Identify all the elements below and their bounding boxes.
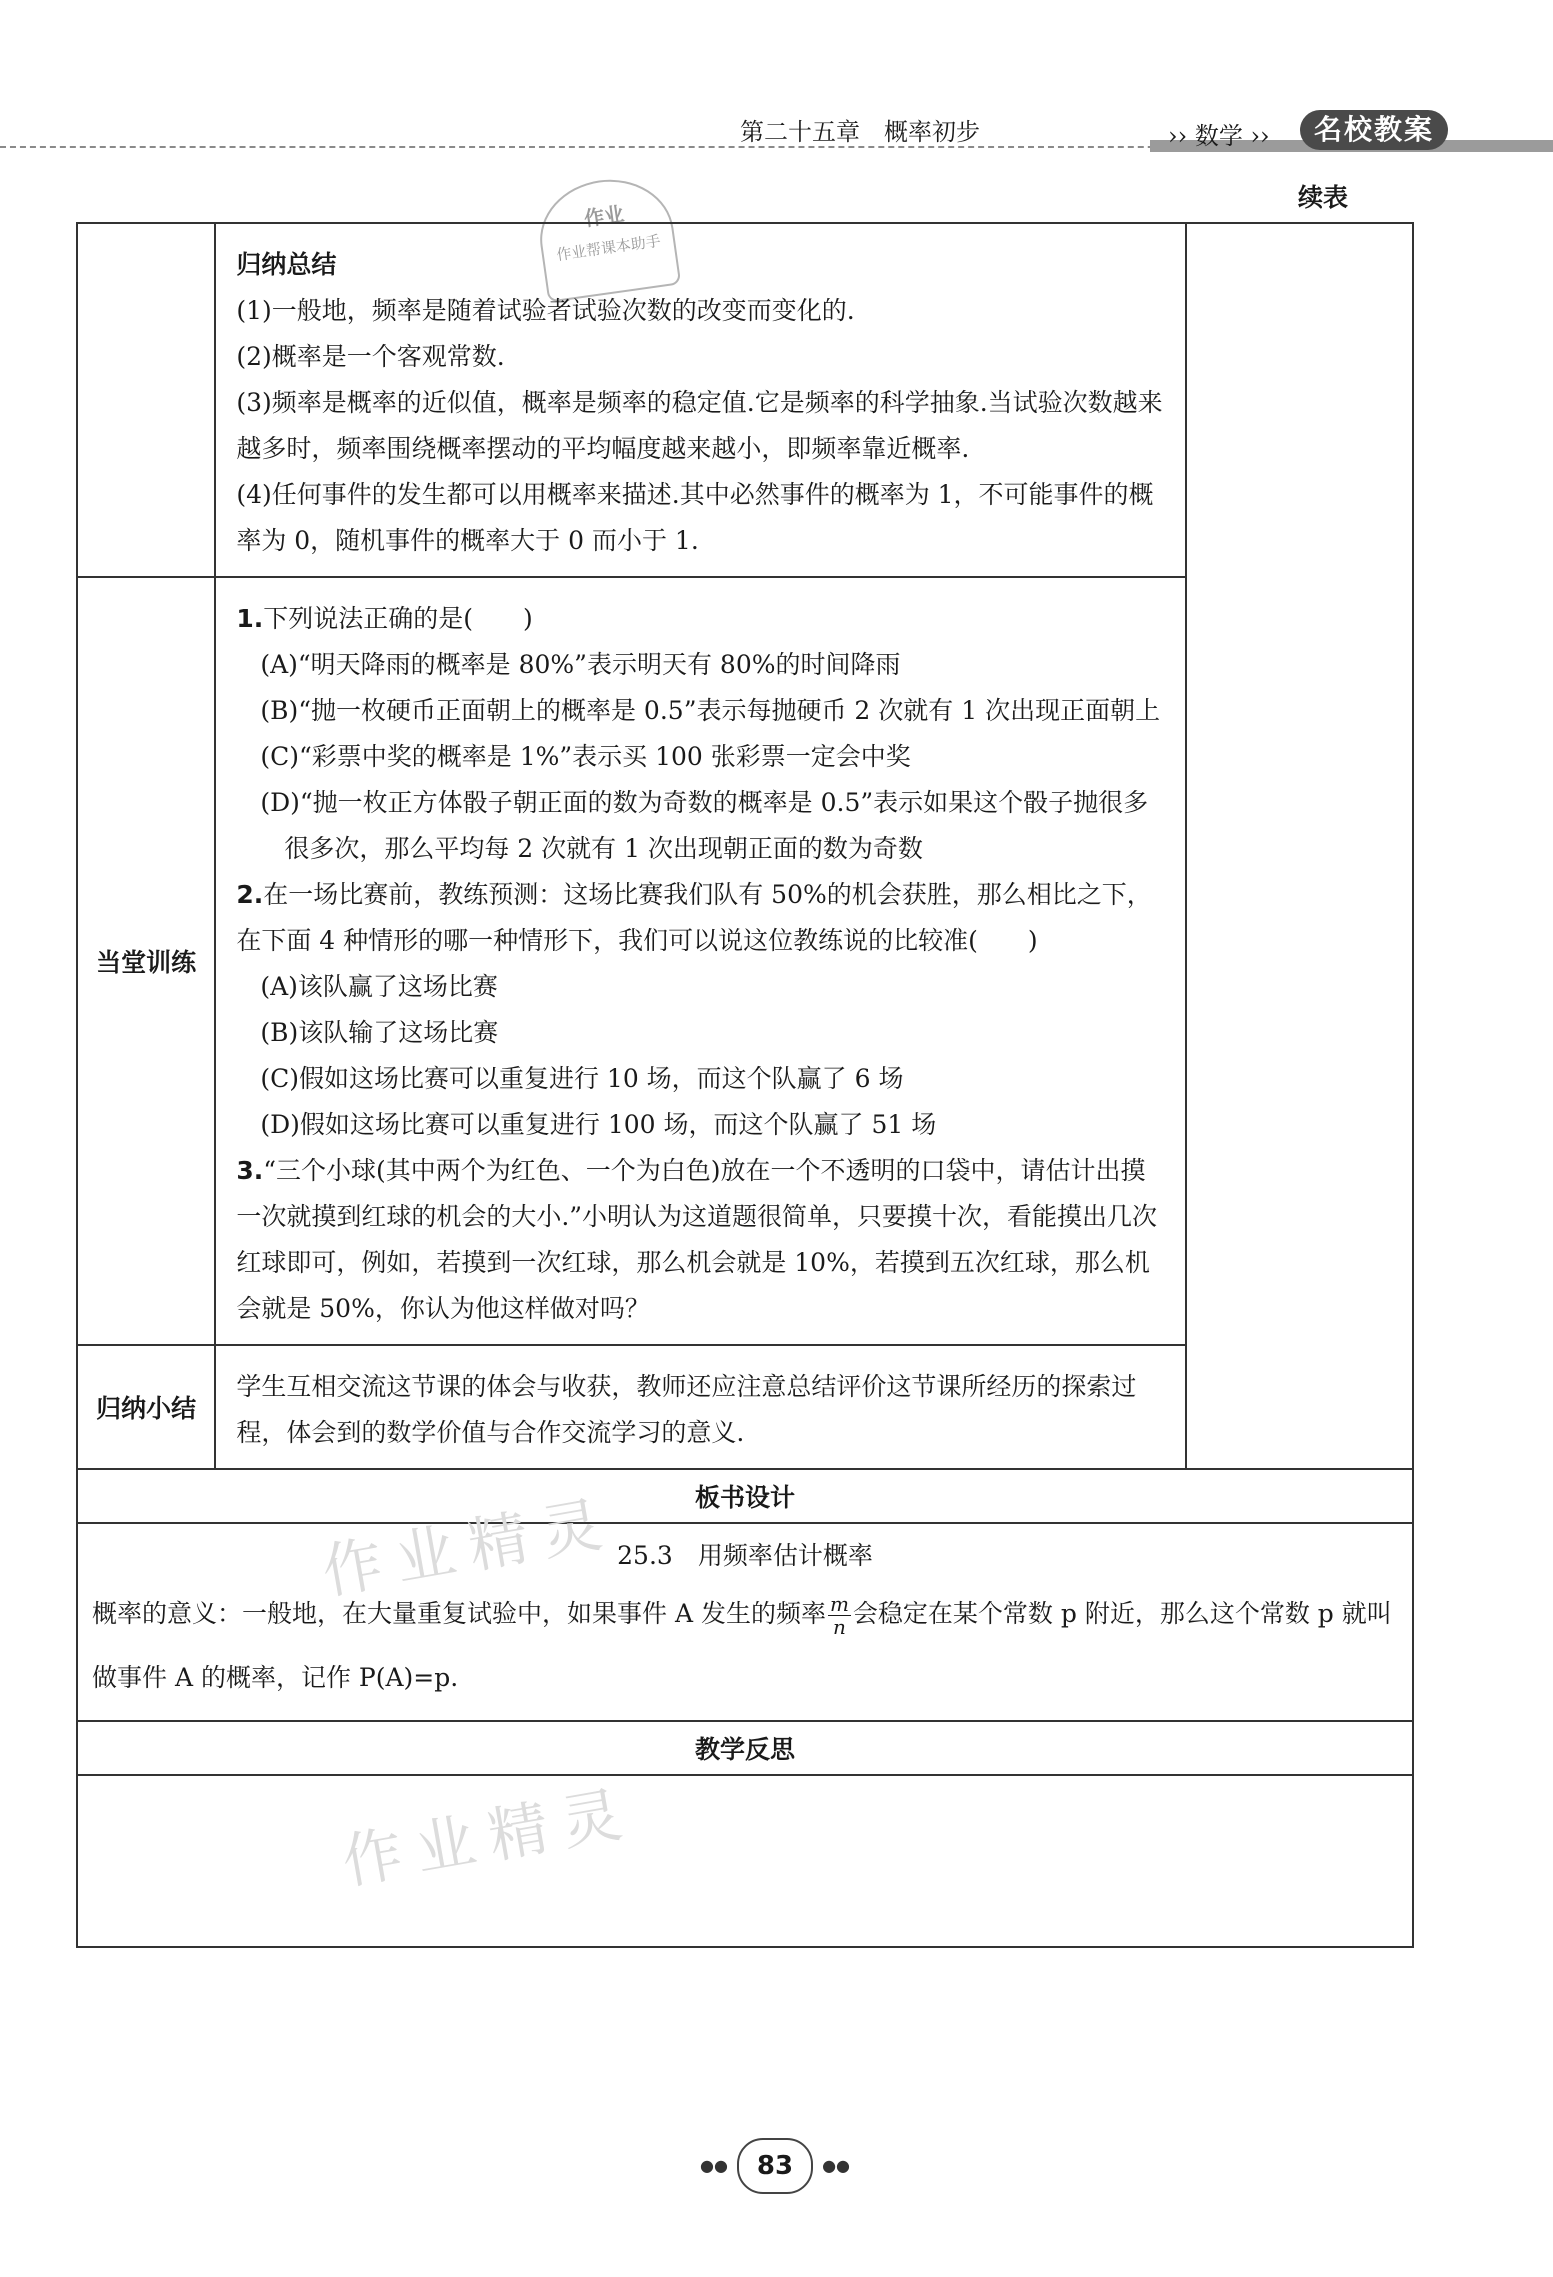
training-content (215, 577, 1186, 1345)
summary-item-4: (4)任何事件的发生都可以用概率来描述.其中必然事件的概率为 1，不可能事件的概率为 0，随机事件的概率大于 0 而小于 1. (236, 480, 1154, 555)
q2-stem: 在一场比赛前，教练预测：这场比赛我们队有 50%的机会获胜，那么相比之下，在下面 4 种情形的哪一种情形下，我们可以说这位教练说的比较准( ) (236, 880, 1152, 955)
stamp-line2: 作业帮课本助手 (555, 231, 662, 265)
reflection-heading: 教学反思 (77, 1721, 1413, 1775)
summary-row (77, 223, 1413, 577)
reflection-content-row (77, 1775, 1413, 1947)
page-footer (700, 2138, 850, 2194)
lesson-table (76, 222, 1414, 1948)
subject-label: ›› 数学 ›› (1168, 122, 1270, 150)
board-content-row (77, 1523, 1413, 1721)
page-number: 83 (737, 2138, 813, 2194)
q3-number: 3. (236, 1156, 264, 1185)
watermark-1: 作业精灵 (317, 1487, 621, 1609)
summary-content (215, 223, 1186, 577)
board-title: 25.3 用频率估计概率 (617, 1541, 873, 1570)
fraction-denominator: n (832, 1615, 846, 1639)
board-text-after: 会稳定在某个常数 p 附近，那么这个常数 p 就叫做事件 A 的概率，记作 P(A)=p. (92, 1599, 1392, 1692)
right-dots-icon: ●● (822, 2156, 850, 2175)
q2-option-c: (C)假如这场比赛可以重复进行 10 场，而这个队赢了 6 场 (260, 1064, 904, 1093)
side-blank-column (1186, 223, 1413, 1469)
stamp-line1: 作业 (582, 201, 626, 231)
board-body (78, 1576, 1412, 1720)
q2-number: 2. (236, 880, 264, 909)
summary-title: 归纳总结 (236, 250, 337, 279)
q2-option-b: (B)该队输了这场比赛 (260, 1018, 499, 1047)
board-content (77, 1523, 1413, 1721)
reflection-heading-row (77, 1721, 1413, 1775)
summary-label-cell (77, 223, 215, 577)
q1-number: 1. (236, 604, 264, 633)
board-heading-row (77, 1469, 1413, 1523)
board-text-before: 概率的意义：一般地，在大量重复试验中，如果事件 A 发生的频率 (92, 1599, 826, 1628)
q2-option-d: (D)假如这场比赛可以重复进行 100 场，而这个队赢了 51 场 (260, 1110, 937, 1139)
fraction-numerator: m (829, 1592, 849, 1616)
q1-option-c: (C)“彩票中奖的概率是 1%”表示买 100 张彩票一定会中奖 (260, 742, 911, 771)
question-1 (236, 596, 1165, 642)
reflection-blank-area (77, 1775, 1413, 1947)
brand-logo: 名校教案 (1300, 110, 1448, 150)
q1-option-b: (B)“抛一枚硬币正面朝上的概率是 0.5”表示每抛硬币 2 次就有 1 次出现正面朝上 (260, 696, 1161, 725)
q1-option-a: (A)“明天降雨的概率是 80%”表示明天有 80%的时间降雨 (260, 650, 901, 679)
q3-stem: “三个小球(其中两个为红色、一个为白色)放在一个不透明的口袋中，请估计出摸一次就摸到红球的机会的大小.”小明认为这道题很简单，只要摸十次，看能摸出几次红球即可，例如，若摸到一次红球，那么机会就是 10%，若摸到五次红球，那么机会就是 50%，你认为他这样做对吗？ (236, 1156, 1158, 1323)
board-heading: 板书设计 (77, 1469, 1413, 1523)
q1-stem: 下列说法正确的是( ) (263, 604, 533, 633)
question-3 (236, 1148, 1165, 1332)
question-2 (236, 872, 1165, 964)
chapter-title: 第二十五章 概率初步 (740, 118, 980, 146)
training-label: 当堂训练 (77, 577, 215, 1345)
summary-item-3: (3)频率是概率的近似值，概率是频率的稳定值.它是频率的科学抽象.当试验次数越来越多时，频率围绕概率摆动的平均幅度越来越小，即频率靠近概率. (236, 388, 1163, 463)
frequency-fraction (828, 1593, 851, 1638)
q1-option-d: (D)“抛一枚正方体骰子朝正面的数为奇数的概率是 0.5”表示如果这个骰子抛很多很多次，那么平均每 2 次就有 1 次出现朝正面的数为奇数 (260, 788, 1149, 863)
conclusion-text: 学生互相交流这节课的体会与收获，教师还应注意总结评价这节课所经历的探索过程，体会到的数学价值与合作交流学习的意义. (215, 1345, 1186, 1469)
watermark-2: 作业精灵 (337, 1777, 641, 1899)
continued-label: 续表 (1298, 183, 1349, 212)
q2-option-a: (A)该队赢了这场比赛 (260, 972, 498, 1001)
conclusion-label: 归纳小结 (77, 1345, 215, 1469)
summary-item-1: (1)一般地，频率是随着试验者试验次数的改变而变化的. (236, 296, 855, 325)
left-dots-icon: ●● (700, 2156, 728, 2175)
summary-item-2: (2)概率是一个客观常数. (236, 342, 505, 371)
